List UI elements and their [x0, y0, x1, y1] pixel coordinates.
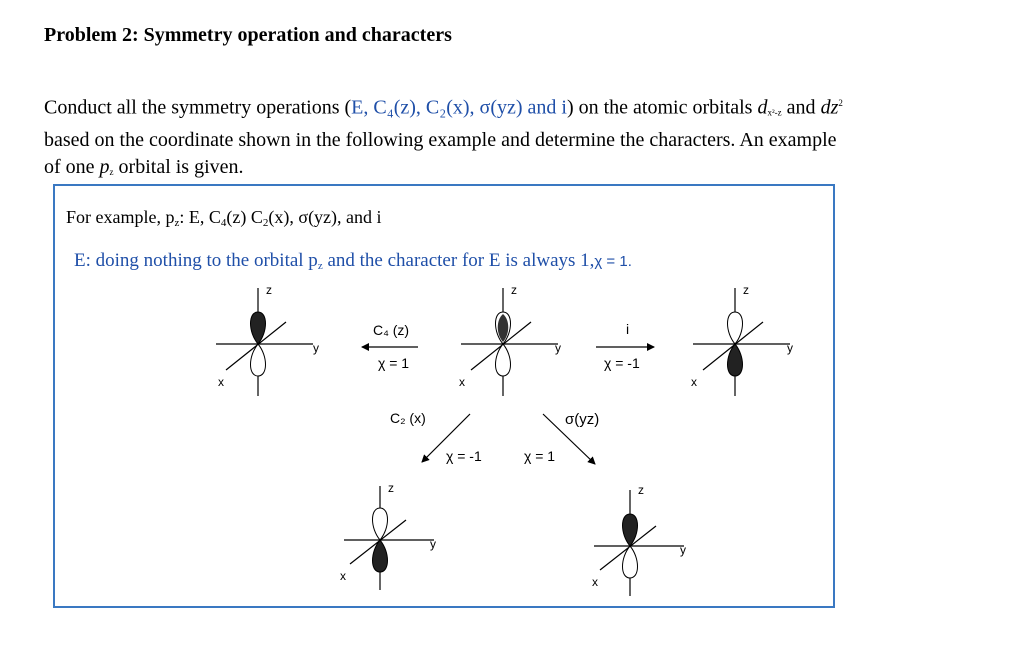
- ex1-c4-sub: 4: [220, 217, 227, 229]
- symmetry-ops-list: E, C₄(z), C₂(x), σ(yz) and i: [351, 96, 567, 119]
- axis-x-label: x: [691, 375, 697, 389]
- ex1-c2-sub: 2: [262, 217, 269, 229]
- sigma-character: χ = 1: [524, 448, 556, 464]
- ex2-sub: z: [317, 260, 323, 272]
- orbital-d1: d: [757, 96, 768, 119]
- axis-z-label: z: [388, 481, 394, 495]
- orbital-after-sigma: [592, 483, 686, 596]
- orbital-d2-sup: 2: [838, 98, 843, 108]
- axis-z-label: z: [511, 283, 517, 297]
- axis-y-label: y: [430, 537, 436, 551]
- axis-z-label: z: [638, 483, 644, 497]
- axis-y-label: y: [680, 543, 686, 557]
- axis-z-label: z: [266, 283, 272, 297]
- axis-y-label: y: [313, 341, 319, 355]
- ex1-c4-rest: (z) C: [226, 207, 263, 227]
- axis-x-label: x: [340, 569, 346, 583]
- axis-z-label: z: [743, 283, 749, 297]
- instr-line1-pre: Conduct all the symmetry operations (: [44, 96, 352, 119]
- ex1-c2-rest: (x), σ(yz), and i: [268, 207, 382, 227]
- orbital-after-c2: [340, 481, 436, 590]
- axis-y-label: y: [787, 341, 793, 355]
- ex2-pre: E: doing nothing to the orbital p: [74, 250, 318, 271]
- sigma-label: σ(yz): [565, 411, 600, 428]
- ex2-post: and the character for E is always 1,: [322, 250, 595, 271]
- inversion-label: i: [626, 321, 630, 337]
- ex2-chi: χ = 1.: [594, 253, 632, 270]
- orbital-pz: p: [99, 155, 110, 178]
- problem-title: Problem 2: Symmetry operation and characters: [44, 24, 452, 46]
- instr-line3-pre: of one: [44, 155, 100, 178]
- orbital-d2: dz: [820, 96, 839, 119]
- and-word: and: [786, 96, 821, 119]
- axis-y-label: y: [555, 341, 561, 355]
- instr-line3-post: orbital is given.: [113, 155, 244, 178]
- c4-character: χ = 1: [378, 355, 410, 371]
- axis-x-label: x: [592, 575, 598, 589]
- ex1-sub: z: [174, 217, 180, 229]
- ex1-pre: For example, p: [66, 207, 175, 227]
- orbital-original: [216, 283, 319, 396]
- instr-line1-mid: ) on the atomic orbitals: [566, 96, 758, 119]
- orbital-d1-sub: x²-z: [767, 107, 782, 118]
- axis-x-label: x: [218, 375, 224, 389]
- c2-character: χ = -1: [446, 448, 482, 464]
- axis-x-label: x: [459, 375, 465, 389]
- c4-label: C₄ (z): [373, 322, 410, 338]
- orbital-after-c4: [459, 283, 561, 396]
- ex1-post: : E, C: [179, 207, 221, 227]
- c2-label: C₂ (x): [390, 410, 426, 426]
- orbital-pz-sub: z: [109, 166, 114, 177]
- orbital-after-inversion: [691, 283, 793, 396]
- inversion-character: χ = -1: [604, 355, 640, 371]
- instr-line2: based on the coordinate shown in the following example and determine the characters. An example: [44, 128, 837, 151]
